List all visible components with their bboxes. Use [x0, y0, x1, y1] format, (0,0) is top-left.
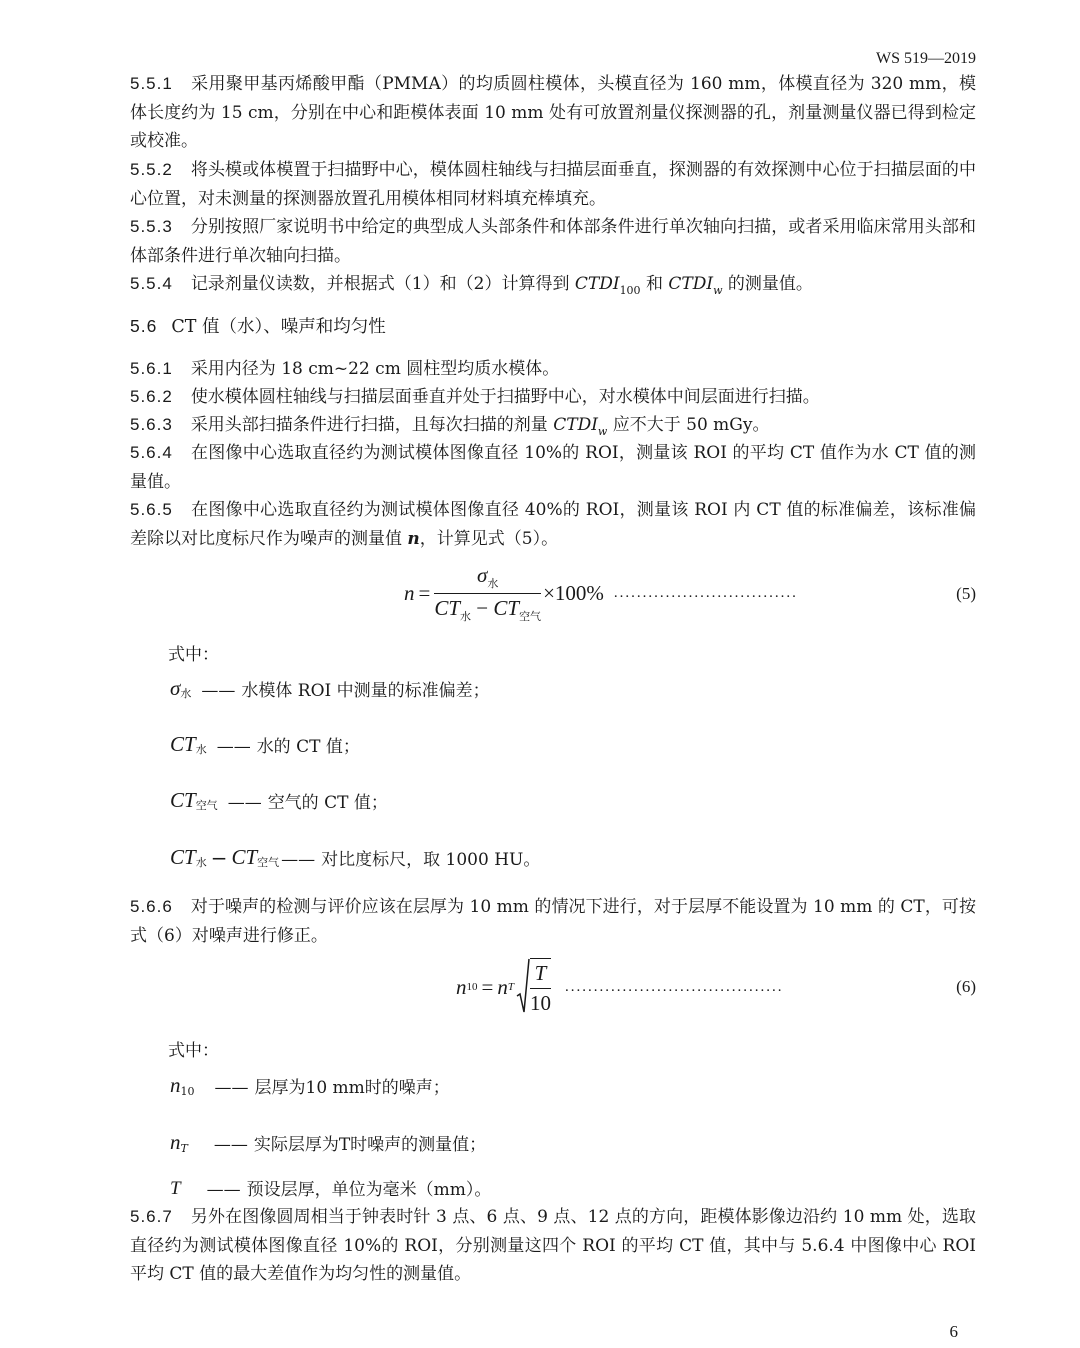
definition-contrast-scale: [170, 845, 540, 870]
minus-sign: −: [476, 596, 489, 620]
ctdiw-subscript: w: [597, 425, 608, 438]
clause-5-6-4: [130, 439, 976, 496]
page-number: 6: [949, 1322, 958, 1341]
equation-6: [456, 958, 976, 1016]
clause-number: 5.6.7: [130, 1207, 173, 1226]
def-symbol: T: [170, 1178, 181, 1199]
eq6-equals: =: [481, 974, 494, 999]
def-symbol: σ: [170, 676, 181, 700]
clause-text: 和: [640, 274, 669, 294]
eq6-label: (6): [956, 977, 976, 996]
def-symbol: CT: [170, 845, 196, 869]
clause-text: 在图像中心选取直径约为测试模体图像直径 40%的 ROI，测量该 ROI 内 CT 值的标准偏差，该标准偏差除以对比度标尺作为噪声的测量值: [130, 500, 976, 549]
clause-number: 5.6.3: [130, 415, 173, 434]
eq6-lhs-subscript: 10: [466, 981, 478, 993]
definition-nT: [170, 1130, 486, 1155]
section-heading-5-6: [130, 313, 386, 338]
eq6-sqrt: [516, 958, 551, 1016]
clause-5-6-6: [130, 893, 976, 950]
def-subscript: 水: [180, 687, 192, 700]
def-symbol: CT: [170, 732, 196, 756]
ctdi100-subscript: 100: [619, 284, 641, 297]
definition-sigma-water: [170, 676, 490, 701]
definition-n10: [170, 1073, 450, 1098]
clause-number: 5.5.3: [130, 217, 173, 236]
clause-number: 5.6.4: [130, 443, 173, 462]
clause-number: 5.5.4: [130, 274, 173, 293]
eq5-fraction: [434, 563, 541, 624]
noise-variable: n: [407, 528, 420, 549]
ctdiw-symbol: CTDI: [553, 415, 598, 435]
ctdiw-subscript: w: [713, 284, 723, 297]
definition-T: [170, 1175, 491, 1200]
ctdiw-symbol: CTDI: [668, 274, 714, 294]
clause-5-6-5: [130, 496, 976, 553]
ct-water-subscript: 水: [460, 611, 472, 623]
eq5-percent: ×100%: [543, 581, 604, 605]
eq6-leader-dots: ......................................: [564, 978, 784, 995]
def-subscript: T: [180, 1142, 188, 1155]
clause-5-5-2: [130, 156, 976, 213]
eq5-lhs: n: [404, 581, 415, 605]
def-symbol: CT: [170, 788, 196, 812]
where-label: 式中：: [168, 1041, 219, 1061]
def-text: 实际层厚为T时噪声的测量值；: [253, 1135, 487, 1155]
clause-number: 5.6.1: [130, 359, 173, 378]
clause-text: 另外在图像圆周相当于钟表时针 3 点、6 点、9 点、12 点的方向，距模体影像边沿约 10 mm 处，选取直径约为测试模体图像直径 10%的 ROI，分别测量这四个 ROI 的平均 CT 值，其中与 5.6.4 中图像中心 ROI 平均 CT 值的最大差值作为均匀性的测量值。: [130, 1207, 976, 1284]
def-text: 水的 CT 值；: [256, 737, 360, 757]
sigma-symbol: σ: [477, 563, 488, 587]
clause-text: 采用内径为 18 cm~22 cm 圆柱型均质水模体。: [190, 359, 560, 379]
section-title: CT 值（水）、噪声和均匀性: [171, 317, 386, 337]
def-symbol: n: [170, 1130, 181, 1154]
clause-5-6-1: [130, 355, 976, 384]
def-symbol: n: [170, 1073, 181, 1097]
clause-5-6-7: [130, 1203, 976, 1289]
def-text: 水模体 ROI 中测量的标准偏差；: [241, 681, 490, 701]
eq6-rhs-subscript: T: [507, 981, 514, 993]
ctdi100-symbol: CTDI: [574, 274, 620, 294]
def-dash: ——: [216, 737, 251, 757]
clause-text: 采用头部扫描条件进行扫描，且每次扫描的剂量: [190, 415, 554, 435]
eq5-leader-dots: ................................: [613, 585, 798, 601]
def-dash: ——: [214, 1078, 249, 1098]
clause-text: 记录剂量仪读数，并根据式（1）和（2）计算得到: [190, 274, 575, 294]
clause-number: 5.6.2: [130, 387, 173, 406]
eq5-denominator: [434, 594, 541, 624]
def-dash: ——: [201, 681, 236, 701]
eq6-denominator: 10: [529, 991, 551, 1015]
clause-number: 5.6.5: [130, 500, 173, 519]
def-text: 预设层厚，单位为毫米（mm）。: [246, 1180, 492, 1200]
where-label: 式中：: [168, 645, 219, 665]
clause-5-5-3: [130, 213, 976, 270]
clause-number: 5.6.6: [130, 897, 173, 916]
radical-sign-icon: [516, 958, 530, 1016]
def-subscript: 空气: [195, 799, 218, 812]
definition-ct-air: [170, 788, 388, 813]
clause-5-5-1: [130, 70, 976, 156]
eq6-numerator: T: [530, 961, 551, 989]
clause-text: 的测量值。: [722, 274, 813, 294]
definition-ct-water: [170, 732, 360, 757]
clause-5-6-2: [130, 383, 976, 412]
def-text: 对比度标尺，取 1000 HU。: [321, 850, 541, 870]
def-dash: ——: [213, 1135, 248, 1155]
def-subscript: 水: [195, 743, 207, 756]
minus-sign: −: [210, 846, 228, 870]
eq6-lhs: n: [456, 974, 467, 999]
eq5-equals: =: [418, 581, 431, 605]
eq5-label: (5): [956, 583, 976, 603]
sigma-subscript: 水: [487, 578, 499, 590]
def-subscript: 10: [180, 1085, 195, 1098]
clause-5-5-4: [130, 270, 976, 306]
ct-air-symbol: CT: [493, 596, 520, 620]
clause-text: ，计算见式（5）。: [419, 528, 559, 549]
ct-air-subscript: 空气: [519, 611, 542, 623]
def-text: 层厚为10 mm时的噪声；: [254, 1078, 450, 1098]
section-number: 5.6: [130, 316, 158, 336]
def-dash: ——: [227, 793, 262, 813]
def-symbol: CT: [231, 845, 258, 869]
def-subscript: 空气: [257, 856, 280, 869]
clause-text: 应不大于 50 mGy。: [607, 415, 770, 435]
eq6-rhs: n: [497, 974, 508, 999]
def-subscript: 水: [195, 856, 207, 869]
clause-text: 使水模体圆柱轴线与扫描层面垂直并处于扫描野中心，对水模体中间层面进行扫描。: [190, 387, 820, 407]
standard-number: WS 519—2019: [876, 50, 976, 67]
clause-number: 5.5.1: [130, 74, 173, 93]
clause-text: 采用聚甲基丙烯酸甲酯（PMMA）的均质圆柱模体，头模直径为 160 mm，体模直径为 320 mm，模体长度约为 15 cm，分别在中心和距模体表面 10 mm 处有可放置剂量仪探测器的孔，剂量测量仪器已得到检定或校准。: [130, 74, 976, 151]
def-text: 空气的 CT 值；: [267, 793, 388, 813]
clause-text: 分别按照厂家说明书中给定的典型成人头部条件和体部条件进行单次轴向扫描，或者采用临床常用头部和体部条件进行单次轴向扫描。: [130, 217, 976, 266]
ct-water-symbol: CT: [434, 596, 461, 620]
eq5-numerator: [434, 563, 541, 594]
equation-5: [404, 563, 976, 624]
clause-text: 对于噪声的检测与评价应该在层厚为 10 mm 的情况下进行，对于层厚不能设置为 10 mm 的 CT，可按式（6）对噪声进行修正。: [130, 897, 976, 946]
eq6-fraction: [530, 958, 551, 1016]
clause-number: 5.5.2: [130, 160, 173, 179]
def-dash: ——: [206, 1180, 241, 1200]
def-dash: ——: [281, 850, 316, 870]
clause-text: 将头模或体模置于扫描野中心，模体圆柱轴线与扫描层面垂直，探测器的有效探测中心位于扫描层面的中心位置，对未测量的探测器放置孔用模体相同材料填充棒填充。: [130, 160, 976, 209]
clause-text: 在图像中心选取直径约为测试模体图像直径 10%的 ROI，测量该 ROI 的平均 CT 值作为水 CT 值的测量值。: [130, 443, 976, 492]
